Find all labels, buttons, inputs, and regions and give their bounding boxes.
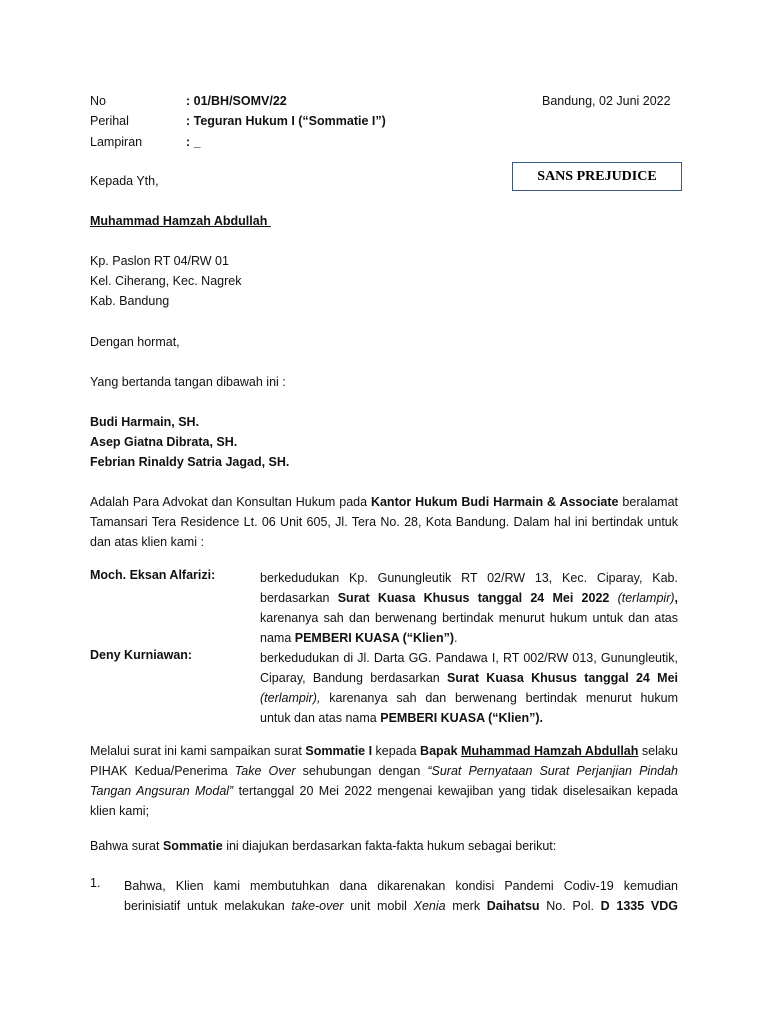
number-value: : 01/BH/SOMV/22 (186, 94, 287, 108)
lawyer-name: Asep Giatna Dibrata, SH. (90, 435, 238, 449)
client-description: berkedudukan Kp. Gunungleutik RT 02/RW 13, Kec. Ciparay, Kab. berdasarkan Surat Kuasa Khusus tanggal 24 Mei 2022 (terlampir), karenanya sah dan berwenang bertindak menurut hukum untuk dan atas nama PEMBERI KUASA (“Klien”). (260, 571, 678, 645)
attachment-value: : _ (186, 135, 201, 149)
lawyer-name: Budi Harmain, SH. (90, 415, 200, 429)
recipient-address-line: Kel. Ciherang, Kec. Nagrek (90, 274, 242, 288)
attachment-label: Lampiran (90, 135, 143, 149)
client-label: Moch. Eksan Alfarizi: (90, 568, 216, 582)
subject-value: : Teguran Hukum I (“Sommatie I”) (186, 114, 386, 128)
client-description: berkedudukan di Jl. Darta GG. Pandawa I, RT 002/RW 013, Gunungleutik, Ciparay, Bandung berdasarkan Surat Kuasa Khusus tanggal 24 Mei (terlampir), karenanya sah dan berwenang bertindak menurut hukum untuk dan atas nama PEMBERI KUASA (“Klien”). (260, 651, 678, 725)
list-number: 1. (90, 876, 101, 890)
number-label: No (90, 94, 106, 108)
recipient-name: Muhammad Hamzah Abdullah (90, 214, 271, 228)
lawyer-name: Febrian Rinaldy Satria Jagad, SH. (90, 455, 290, 469)
subject-label: Perihal (90, 114, 129, 128)
recipient-address-line: Kp. Paslon RT 04/RW 01 (90, 254, 229, 268)
recipient-address-line: Kab. Bandung (90, 294, 170, 308)
sans-prejudice-stamp: SANS PREJUDICE (512, 162, 682, 191)
place-date: Bandung, 02 Juni 2022 (542, 94, 671, 108)
facts-intro: Bahwa surat Sommatie ini diajukan berdasarkan fakta-fakta hukum sebagai berikut: (90, 839, 557, 853)
intro-text: Yang bertanda tangan dibawah ini : (90, 375, 286, 389)
sommatie-paragraph: Melalui surat ini kami sampaikan surat Sommatie I kepada Bapak Muhammad Hamzah Abdullah selaku PIHAK Kedua/Penerima Take Over sehubungan dengan “Surat Pernyataan Surat Perjanjian Pindah Tangan Angsuran Modal” tertanggal 20 Mei 2022 mengenai kewajiban yang tidak diselesaikan kepada klien kami; (90, 744, 678, 818)
client-label: Deny Kurniawan: (90, 648, 193, 662)
law-firm-paragraph: Adalah Para Advokat dan Konsultan Hukum pada Kantor Hukum Budi Harmain & Associate beralamat Tamansari Tera Residence Lt. 06 Unit 605, Jl. Tera No. 28, Kota Bandung. Dalam hal ini bertindak untuk dan atas klien kami : (90, 495, 678, 549)
salutation: Dengan hormat, (90, 335, 180, 349)
recipient-greeting: Kepada Yth, (90, 174, 159, 188)
list-item: Bahwa, Klien kami membutuhkan dana dikarenakan kondisi Pandemi Codiv-19 kemudian berinisiatif untuk melakukan take-over unit mobil Xenia merk Daihatsu No. Pol. D 1335 VDG (124, 879, 678, 913)
